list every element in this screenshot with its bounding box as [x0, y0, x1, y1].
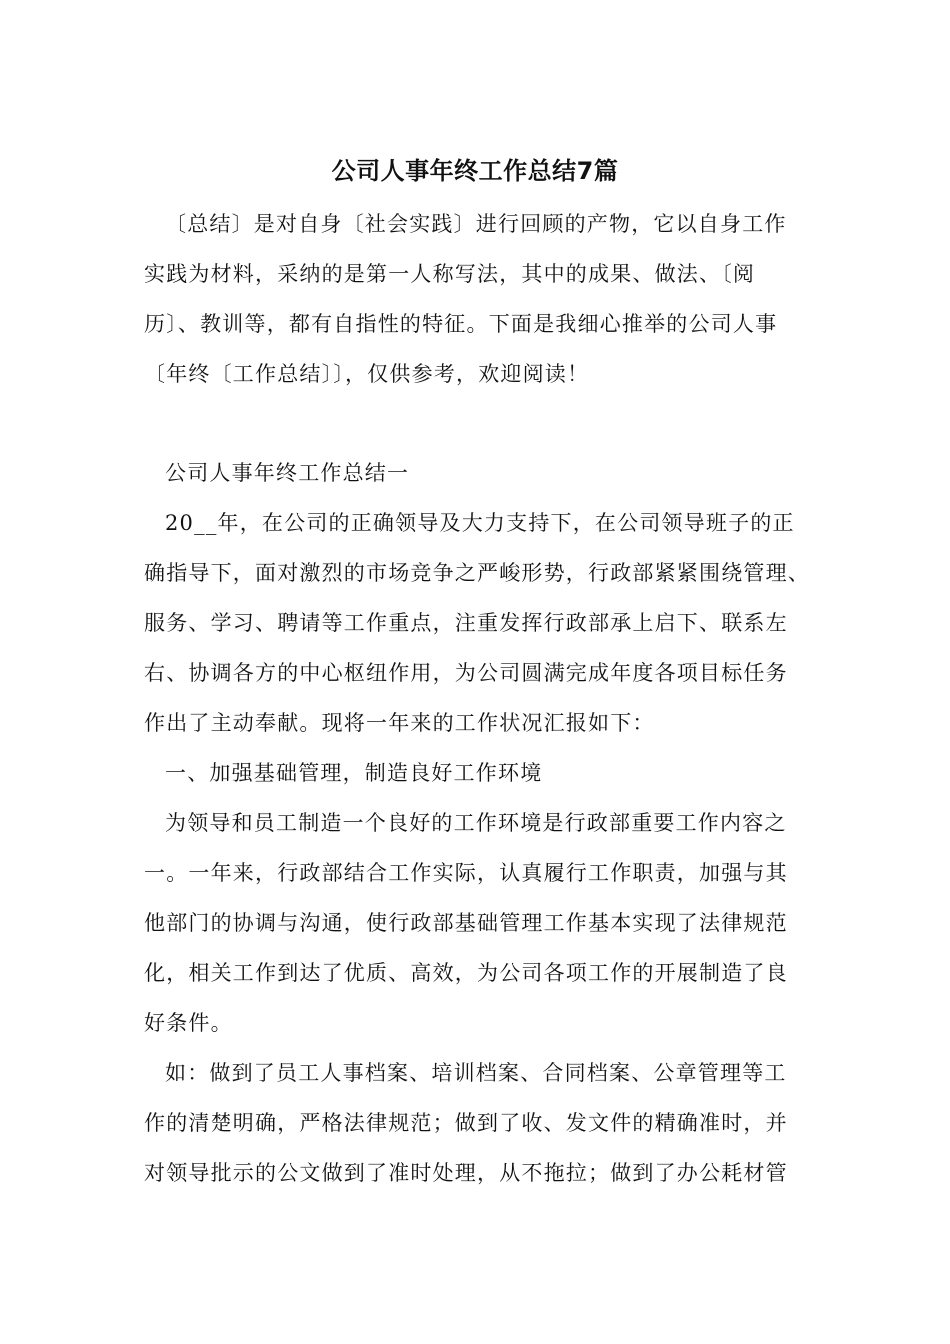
body-line-6: 为领导和员工制造一个良好的工作环境是行政部重要工作内容之 — [165, 811, 787, 835]
body-line-8: 他部门的协调与沟通，使行政部基础管理工作基本实现了法律规范 — [144, 911, 788, 935]
intro-line-1: 〔总结〕是对自身〔社会实践〕进行回顾的产物，它以自身工作 — [165, 212, 787, 236]
body-line-3: 服务、学习、聘请等工作重点，注重发挥行政部承上启下、联系左 — [144, 611, 788, 635]
section-heading-1: 公司人事年终工作总结一 — [165, 461, 410, 485]
body-line-7: 一。一年来，行政部结合工作实际，认真履行工作职责，加强与其 — [144, 861, 788, 885]
body-line-10: 好条件。 — [144, 1011, 233, 1035]
subheading-1: 一、加强基础管理，制造良好工作环境 — [165, 761, 543, 785]
intro-line-3: 历〕、教训等，都有自指性的特征。下面是我细心推举的公司人事 — [144, 312, 778, 336]
body-line-5: 作出了主动奉献。现将一年来的工作状况汇报如下： — [144, 711, 655, 735]
document-title: 公司人事年终工作总结7篇 — [331, 157, 619, 185]
body-line-2: 确指导下，面对激烈的市场竞争之严峻形势，行政部紧紧围绕管理、 — [144, 561, 810, 585]
body-line-9: 化，相关工作到达了优质、高效，为公司各项工作的开展制造了良 — [144, 961, 788, 985]
body-line-1: 20__年，在公司的正确领导及大力支持下，在公司领导班子的正 — [165, 511, 795, 535]
intro-line-2: 实践为材料，采纳的是第一人称写法，其中的成果、做法、〔阅 — [144, 262, 756, 286]
body-line-11: 如：做到了员工人事档案、培训档案、合同档案、公章管理等工 — [165, 1061, 787, 1085]
intro-line-4: 〔年终〔工作总结〕〕，仅供参考，欢迎阅读！ — [144, 362, 590, 386]
body-line-4: 右、协调各方的中心枢纽作用，为公司圆满完成年度各项目标任务 — [144, 661, 788, 685]
body-line-13: 对领导批示的公文做到了准时处理，从不拖拉；做到了办公耗材管 — [144, 1161, 788, 1185]
body-line-12: 作的清楚明确，严格法律规范；做到了收、发文件的精确准时，并 — [144, 1111, 788, 1135]
